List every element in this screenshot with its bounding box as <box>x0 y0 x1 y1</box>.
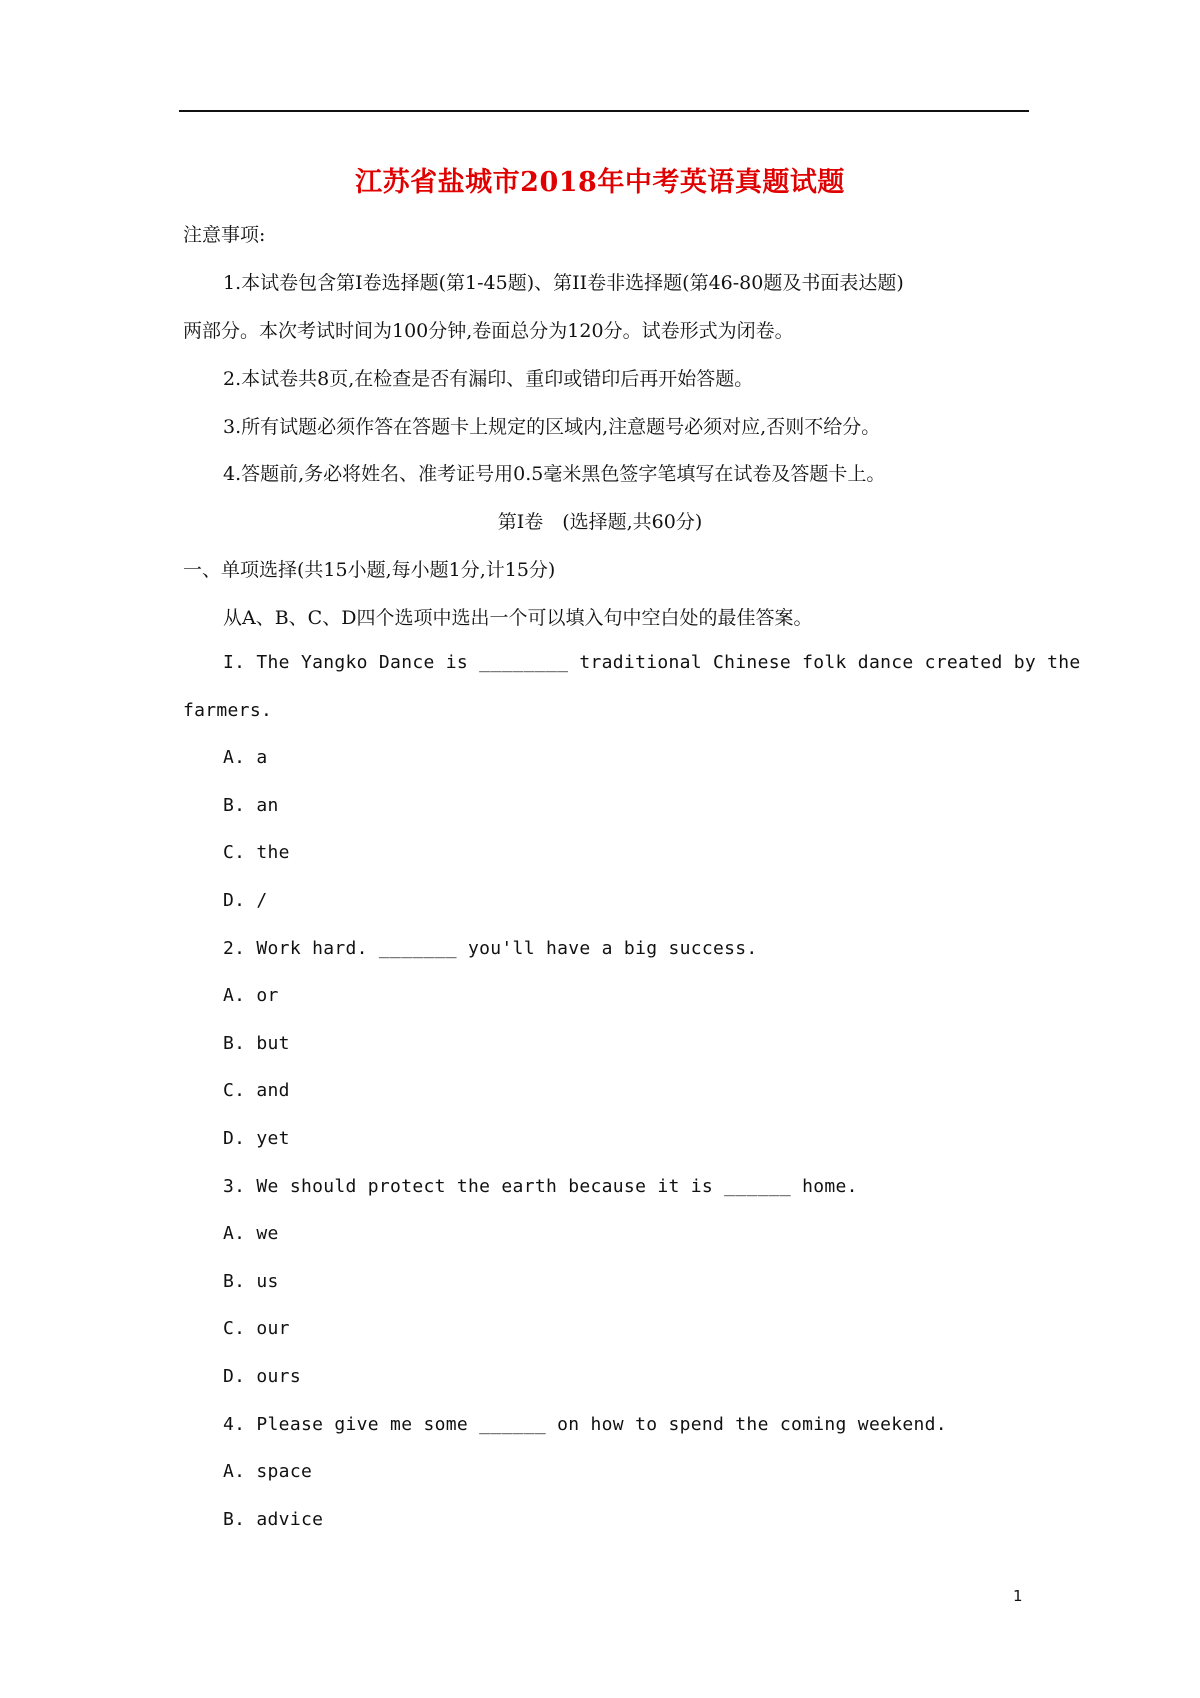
notice-item-4: 4.答题前,务必将姓名、准考证号用0.5毫米黑色签字笔填写在试卷及答题卡上。 <box>223 463 886 485</box>
notice-heading: 注意事项: <box>183 224 266 246</box>
header-rule <box>179 110 1029 112</box>
question-3-option-d: D. ours <box>223 1366 301 1387</box>
page-number: 1 <box>1013 1587 1023 1605</box>
question-2-option-b: B. but <box>223 1033 290 1054</box>
question-4-stem: 4. Please give me some ______ on how to spend the coming weekend. <box>223 1414 947 1435</box>
section-heading: 一、单项选择(共15小题,每小题1分,计15分) <box>183 559 556 581</box>
question-1-option-a: A. a <box>223 747 268 768</box>
question-3-option-a: A. we <box>223 1223 279 1244</box>
notice-item-2: 2.本试卷共8页,在检查是否有漏印、重印或错印后再开始答题。 <box>223 368 754 390</box>
question-2-option-c: C. and <box>223 1080 290 1101</box>
question-4-option-a: A. space <box>223 1461 313 1482</box>
section-instruction: 从A、B、C、D四个选项中选出一个可以填入句中空白处的最佳答案。 <box>223 607 813 629</box>
notice-item-1: 1.本试卷包含第Ⅰ卷选择题(第1-45题)、第II卷非选择题(第46-80题及书面表达题) <box>223 272 904 294</box>
question-3-option-b: B. us <box>223 1271 279 1292</box>
question-3-stem: 3. We should protect the earth because it is ______ home. <box>223 1176 858 1197</box>
question-2-option-d: D. yet <box>223 1128 290 1149</box>
question-3-option-c: C. our <box>223 1318 290 1339</box>
question-4-option-b: B. advice <box>223 1509 324 1530</box>
question-2-option-a: A. or <box>223 985 279 1006</box>
notice-item-1-cont: 两部分。本次考试时间为100分钟,卷面总分为120分。试卷形式为闭卷。 <box>183 320 794 342</box>
question-1-option-d: D. / <box>223 890 268 911</box>
question-2-stem: 2. Work hard. _______ you'll have a big success. <box>223 938 758 959</box>
question-1-option-b: B. an <box>223 795 279 816</box>
question-1-stem: I. The Yangko Dance is ________ traditional Chinese folk dance created by the <box>223 652 1081 673</box>
question-1-stem-cont: farmers. <box>183 700 273 721</box>
question-1-option-c: C. the <box>223 842 290 863</box>
part-title: 第Ⅰ卷 (选择题,共60分) <box>497 511 703 533</box>
page-title: 江苏省盐城市2018年中考英语真题试题 <box>355 167 845 198</box>
notice-item-3: 3.所有试题必须作答在答题卡上规定的区域内,注意题号必须对应,否则不给分。 <box>223 416 881 438</box>
